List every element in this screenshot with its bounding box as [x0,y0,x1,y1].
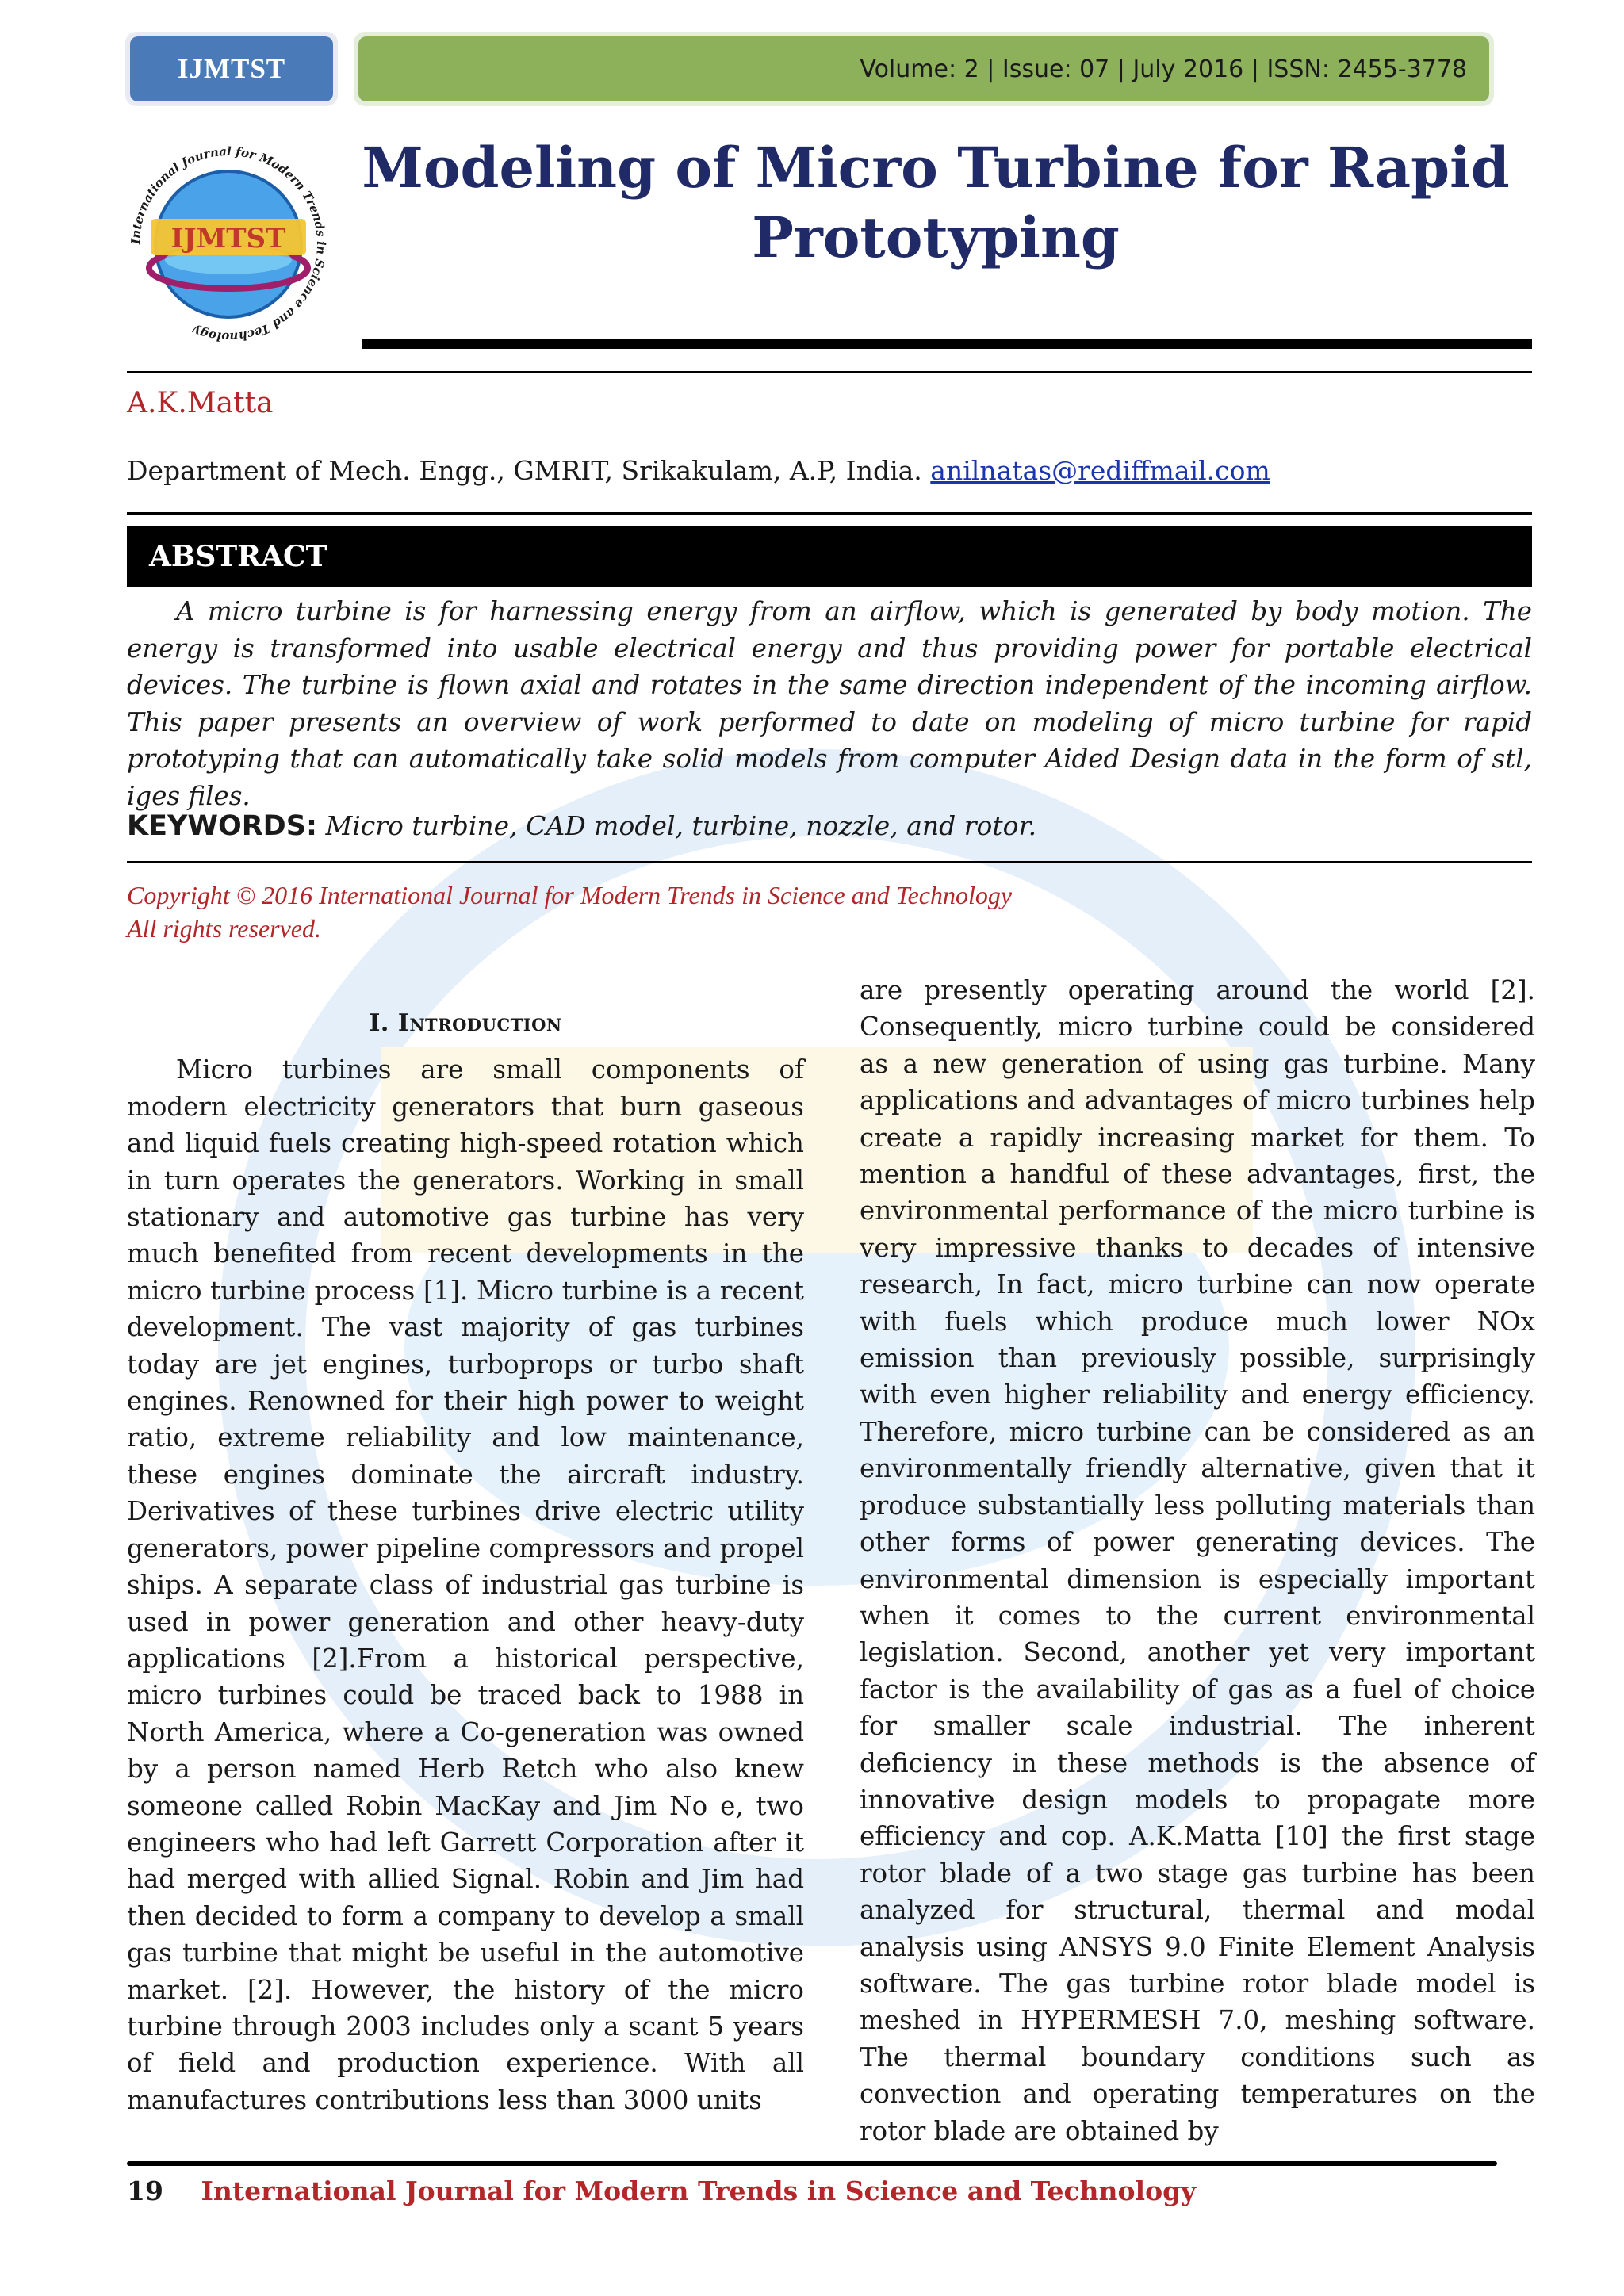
keywords [127,810,1532,842]
section-number: I. [369,1009,389,1037]
body-column-right [860,972,1535,2149]
keywords-label: KEYWORDS: [127,810,317,842]
footer-journal-name: International Journal for Modern Trends in Science and Technology [201,2175,1197,2206]
keywords-rule [127,861,1532,863]
abstract-heading: ABSTRACT [127,526,1532,587]
affiliation [127,455,1270,486]
author-email-link[interactable]: anilnatas@rediffmail.com [930,455,1270,486]
body-column-left [127,969,804,2118]
journal-abbr-badge [125,32,338,106]
abstract-text: A micro turbine is for harnessing energy from an airflow, which is generated by body motion. The energy is transformed into usable electrical energy and thus providing power for portable electrical devices. The turbine is flown axial and rotates in the same direction independent of the incoming airflow. This paper presents an overview of work performed to date on modeling of micro turbine for rapid prototyping that can automatically take solid models from computer Aided Design data in the form of stl, iges files. [127,596,1532,811]
page-number: 19 [127,2175,163,2206]
affiliation-rule [127,512,1532,515]
affiliation-text: Department of Mech. Engg., GMRIT, Srikakulam, A.P, India. [127,455,922,486]
journal-abbr: IJMTST [130,36,333,101]
author-name: A.K.Matta [127,387,274,419]
copyright-notice [127,878,1532,945]
issue-info: Volume: 2 | Issue: 07 | July 2016 | ISSN: 2455-3778 [358,36,1489,101]
section-title: Introduction [397,1009,562,1037]
journal-logo [125,141,331,347]
title-rule-thin [127,371,1532,373]
title-rule-thick [362,339,1532,349]
page-footer [127,2175,1196,2206]
issue-info-badge [354,32,1494,106]
copyright-line-1: Copyright © 2016 International Journal for Modern Trends in Science and Technology [127,881,1013,909]
paper-title: Modeling of Micro Turbine for Rapid Prototyping [362,135,1510,270]
copyright-line-2: All rights reserved. [127,914,321,943]
footer-rule [127,2161,1497,2166]
keywords-text: Micro turbine, CAD model, turbine, nozzle, and rotor. [325,810,1037,841]
svg-text:IJMTST: IJMTST [170,223,286,254]
body-paragraph-left: Micro turbines are small components of modern electricity generators that burn gaseous and liquid fuels creating high-speed rotation which in turn operates the generators. Working in small stationary and automotive gas turbine has very much benefited from recent developments in the micro turbine process [1]. Micro turbine is a recent development. The vast majority of gas turbines today are jet engines, turboprops or turbo shaft engines. Renowned for their high power to weight ratio, extreme reliability and low maintenance, these engines dominate the aircraft industry. Derivatives of these turbines drive electric utility generators, power pipeline compressors and propel ships. A separate class of industrial gas turbine is used in power generation and other heavy-duty applications [2].From a historical perspective, micro turbines could be traced back to 1988 in North America, where a Co-generation was owned by a person named Herb Retch who also knew someone called Robin MacKay and Jim No e, two engineers who had left Garrett Corporation after it had merged with allied Signal. Robin and Jim had then decided to form a company to develop a small gas turbine that might be useful in the automotive market. [2]. However, the history of the micro turbine through 2003 includes only a scant 5 years of field and production experience. With all manufactures contributions less than 3000 units [127,1054,804,2115]
body-paragraph-right: are presently operating around the world [2]. Consequently, micro turbine could be considered as a new generation of using gas turbine. Many applications and advantages of micro turbines help create a rapidly increasing market for them. To mention a handful of these advantages, first, the environmental performance of the micro turbine is very impressive thanks to decades of intensive research, In fact, micro turbine can now operate with fuels which produce much lower NOx emission than previously possible, surprisingly with even higher reliability and energy efficiency. Therefore, micro turbine can be considered as an environmentally friendly alternative, given that it produce substantially less polluting materials than other forms of power generating devices. The environmental dimension is especially important when it comes to the current environmental legislation. Second, another yet very important factor is the availability of gas as a fuel of choice for smaller scale industrial. The inherent deficiency in these methods is the absence of innovative design models to propagate more efficiency and cop. A.K.Matta [10] the first stage rotor blade of a two stage gas turbine has been analyzed for structural, thermal and modal analysis using ANSYS 9.0 Finite Element Analysis software. The gas turbine rotor blade model is meshed in HYPERMESH 7.0, meshing software. The thermal boundary conditions such as convection and operating temperatures on the rotor blade are obtained by [860,975,1535,2146]
logo-ring-text: International Journal for Modern Trends in Science and Technology [128,144,329,345]
section-heading-introduction [127,1005,804,1042]
